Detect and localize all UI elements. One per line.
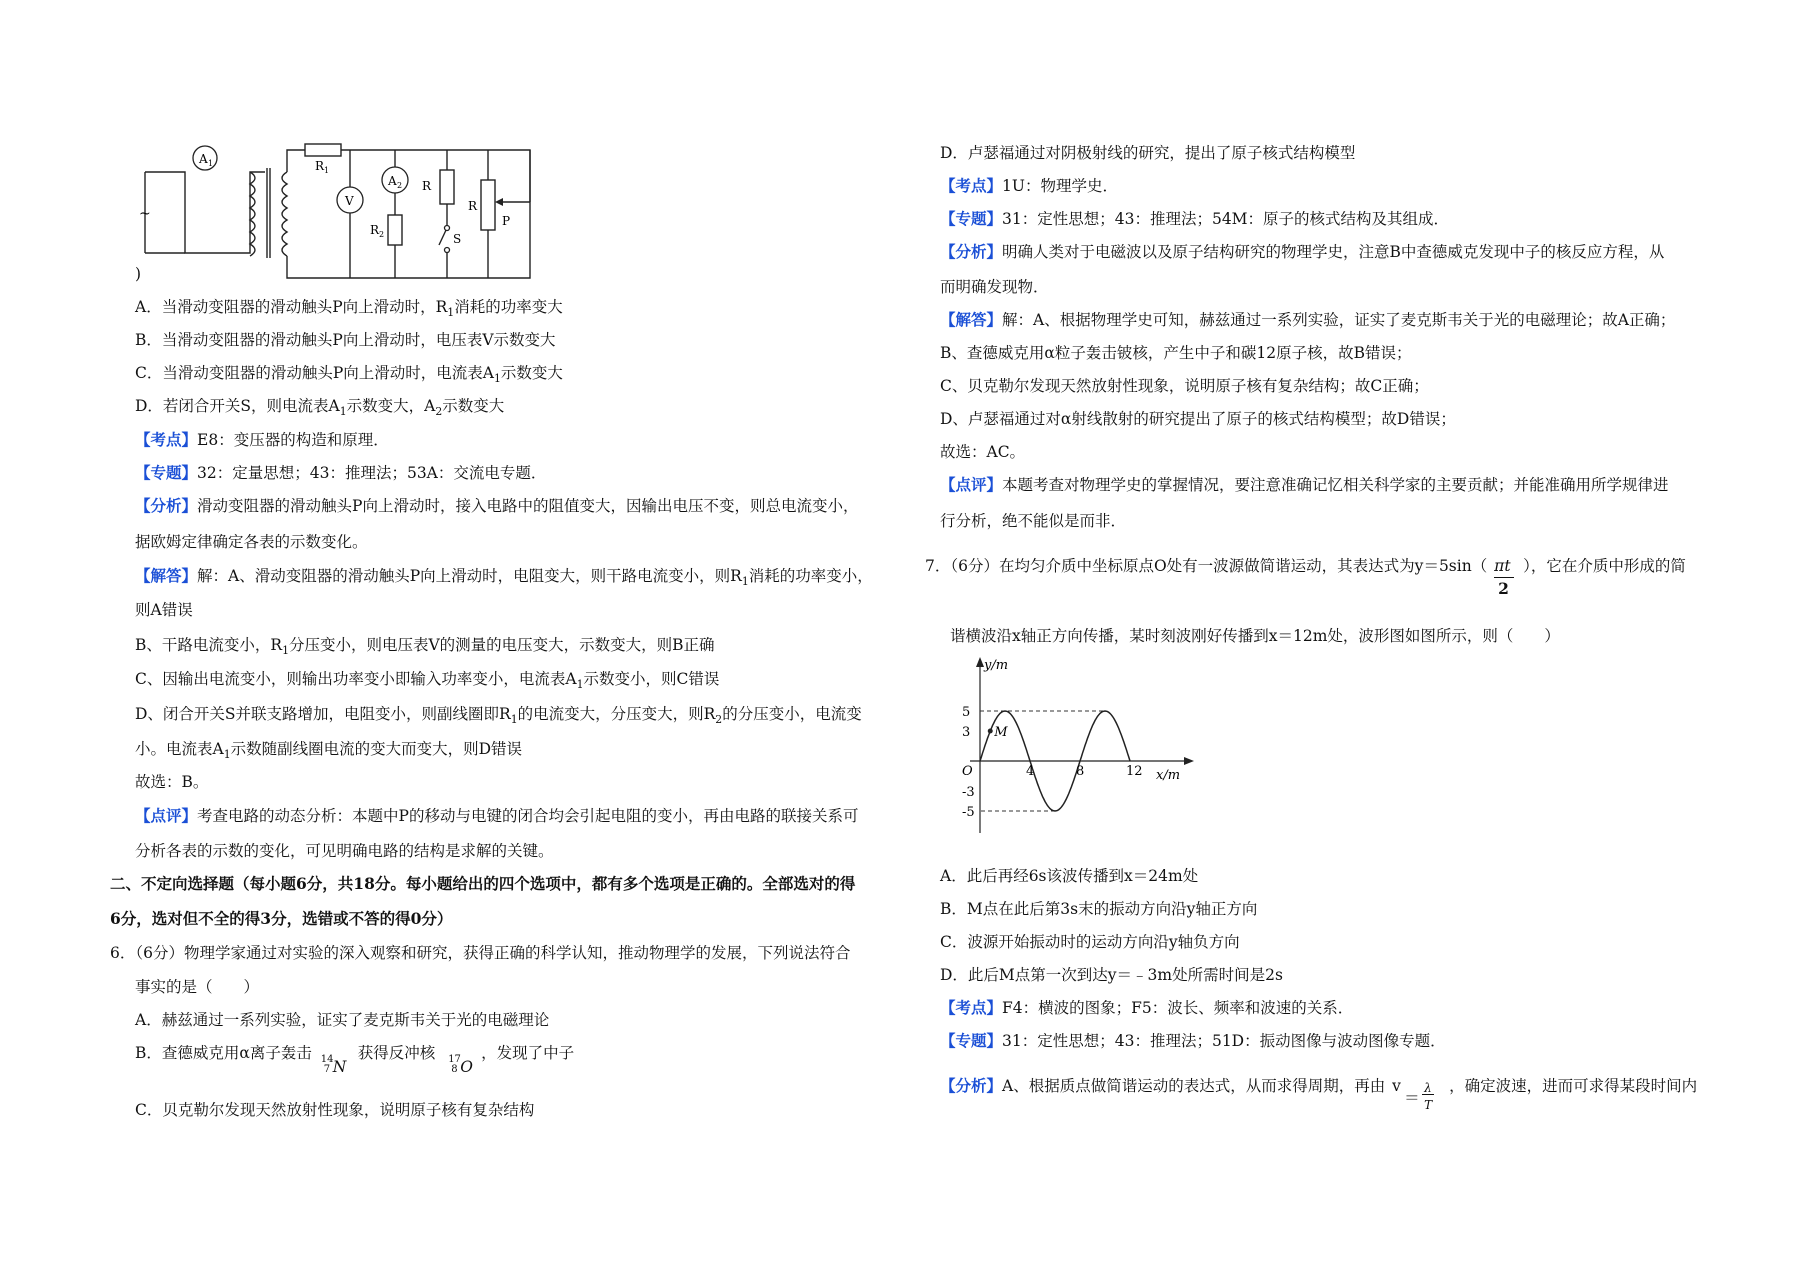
q6-stem-1: 6．（6分）物理学家通过对实验的深入观察和研究，获得正确的科学认知，推动物理学的发展，下列说法符合 [110, 944, 851, 962]
y-axis-arrow [976, 657, 984, 667]
x-axis-label: x/m [1156, 768, 1181, 783]
transformer-circuit-diagram [139, 140, 585, 294]
q5-jieda-2: 则A错误 [135, 601, 193, 619]
y-tick-label: -5 [962, 805, 975, 820]
q5-jieda-4: C、因输出电流变小，则输出功率变小即输入功率变小，电流表$A_1$示数变小，则C错误 [135, 670, 720, 692]
q7-option-c: C．波源开始振动时的运动方向沿y轴负方向 [940, 933, 1240, 951]
x-axis-arrow [1184, 757, 1194, 765]
y-tick-label: 3 [962, 725, 971, 740]
y-axis-label: y/m [984, 658, 1009, 673]
svg-text:1: 1 [324, 166, 330, 175]
q6-option-c: C．贝克勒尔发现天然放射性现象，说明原子核有复杂结构 [135, 1101, 535, 1119]
point-m-label: M [994, 725, 1008, 740]
point-m [988, 729, 993, 734]
q5-jieda-3: B、干路电流变小，$R_1$分压变小，则电压表V的测量的电压变大，示数变大，则B正确 [135, 636, 715, 658]
q6-jieda-1: 【解答】解：A、根据物理学史可知，赫兹通过一系列实验，证实了麦克斯韦关于光的电磁理论；故A正确； [940, 310, 1676, 329]
q7-stem-2: 谐横波沿x轴正方向传播，某时刻波刚好传播到x＝12m处，波形图如图所示，则（ ） [950, 627, 1560, 645]
circuit-label-r: R [422, 179, 432, 193]
q7-fenxi-1: 【分析】A、根据质点做简谐运动的表达式，从而求得周期，再由 v ＝ λ T ，确定波速，进而可求得某段时间内 [940, 1076, 1698, 1112]
svg-text:2: 2 [397, 181, 403, 190]
q6-jieda-4: D、卢瑟福通过对α射线散射的研究提出了原子的核式结构模型；故D错误； [940, 410, 1456, 428]
q6-option-d: D．卢瑟福通过对阴极射线的研究，提出了原子核式结构模型 [940, 144, 1356, 162]
circuit-label-p: P [502, 214, 511, 228]
y-tick-label: -3 [962, 785, 975, 800]
circuit-label-a2: A [388, 174, 397, 188]
q6-fenxi-1: 【分析】明确人类对于电磁波以及原子结构研究的物理学史，注意B中查德威克发现中子的核反应方程，从 [940, 242, 1665, 261]
q6-stem-2: 事实的是（ ） [135, 978, 260, 996]
q5-option-a: A．当滑动变阻器的滑动触头P向上滑动时，$R_1$消耗的功率变大 [135, 298, 563, 320]
x-tick-label: 8 [1076, 764, 1085, 779]
q5-zhuanti: 【专题】32：定量思想；43：推理法；53A：交流电专题． [135, 463, 547, 482]
circuit-label-r1: R [315, 159, 325, 173]
q7-option-d: D．此后M点第一次到达y＝﹣3m处所需时间是2s [940, 966, 1283, 984]
q6-fenxi-2: 而明确发现物． [940, 278, 1049, 296]
section-2-heading-1: 二、不定向选择题（每小题6分，共18分。每小题给出的四个选项中，都有多个选项是正确的。全部选对的得 [110, 874, 856, 893]
svg-text:2: 2 [379, 230, 385, 239]
q6-option-a: A．赫兹通过一系列实验，证实了麦克斯韦关于光的电磁理论 [135, 1011, 550, 1029]
svg-text:~: ~ [139, 206, 151, 222]
paren-close: ) [135, 265, 142, 283]
nuclide-n14: 14 7 N [320, 1054, 347, 1076]
q6-jieda-2: B、查德威克用α粒子轰击铍核，产生中子和碳12原子核，故B错误； [940, 344, 1412, 362]
circuit-label-a1: A [199, 152, 208, 166]
section-2-heading-2: 6分，选对但不全的得3分，选错或不答的得0分） [110, 909, 453, 928]
circuit-svg [139, 140, 585, 290]
q6-dianping-2: 行分析，绝不能似是而非． [940, 512, 1127, 530]
circuit-label-rp: R [468, 199, 478, 213]
q5-jieda-6: 小。电流表$A_1$示数随副线圈电流的变大而变大，则D错误 [135, 740, 523, 762]
circuit-label-r2: R [370, 223, 380, 237]
wave-graph [960, 655, 1200, 839]
q7-zhuanti: 【专题】31：定性思想；43：推理法；51D：振动图像与波动图像专题． [940, 1031, 1446, 1050]
q6-kaodian: 【考点】1U：物理学史． [940, 176, 1118, 195]
q5-kaodian: 【考点】E8：变压器的构造和原理． [135, 430, 389, 449]
fraction-pi-t-over-2: $\frac{\pi t}{2}$ [1492, 556, 1518, 576]
circuit-label-s: S [453, 232, 462, 246]
q7-kaodian: 【考点】F4：横波的图象；F5：波长、频率和波速的关系． [940, 998, 1354, 1017]
q5-option-c: C．当滑动变阻器的滑动触头P向上滑动时，电流表$A_1$示数变大 [135, 364, 563, 386]
x-tick-label: 4 [1026, 764, 1035, 779]
q5-option-d: D．若闭合开关S，则电流表$A_1$示数变大，$A_2$示数变大 [135, 397, 505, 419]
q7-option-a: A．此后再经6s该波传播到x＝24m处 [940, 867, 1199, 885]
q5-fenxi-2: 据欧姆定律确定各表的示数变化。 [135, 533, 368, 551]
wave-graph-svg [960, 655, 1200, 835]
q5-guxuan: 故选：B。 [135, 773, 209, 791]
q7-option-b: B．M点在此后第3s末的振动方向沿y轴正方向 [940, 900, 1258, 918]
circuit-label-v: V [345, 194, 354, 208]
svg-text:1: 1 [208, 159, 214, 168]
q5-dianping-2: 分析各表的示数的变化，可见明确电路的结构是求解的关键。 [135, 842, 554, 860]
q6-zhuanti: 【专题】31：定性思想；43：推理法；54M：原子的核式结构及其组成． [940, 209, 1450, 228]
x-tick-label: 12 [1126, 764, 1143, 779]
q6-dianping-1: 【点评】本题考查对物理学史的掌握情况，要注意准确记忆相关科学家的主要贡献；并能准确用所学规律进 [940, 475, 1669, 494]
origin-label: O [962, 764, 973, 779]
q5-fenxi-1: 【分析】滑动变阻器的滑动触头P向上滑动时，接入电路中的阻值变大，因输出电压不变，则总电流变小， [135, 496, 859, 515]
q6-guxuan: 故选：AC。 [940, 443, 1026, 461]
q6-jieda-3: C、贝克勒尔发现天然放射性现象，说明原子核有复杂结构；故C正确； [940, 377, 1429, 395]
q5-dianping-1: 【点评】考查电路的动态分析：本题中P的移动与电键的闭合均会引起电阻的变小，再由电路的联接关系可 [135, 806, 859, 825]
nuclide-o17: 17 8 O [448, 1054, 473, 1076]
q7-stem-1: 7．（6分）在均匀介质中坐标原点O处有一波源做简谐运动，其表达式为y＝5sin（ $\frac{\pi t}{2}$ ），它在介质中形成的简 [925, 557, 1686, 598]
y-tick-label: 5 [962, 705, 971, 720]
q5-option-b: B．当滑动变阻器的滑动触头P向上滑动时，电压表V示数变大 [135, 331, 556, 349]
q6-option-b: B．查德威克用α离子轰击 14 7 N 获得反冲核 17 8 O ，发现了中子 [135, 1044, 575, 1076]
q5-jieda-1: 【解答】解：A、滑动变阻器的滑动触头P向上滑动时，电阻变大，则干路电流变小，则$R_1$消耗的功率变小， [135, 566, 873, 589]
formula-v-lambda-over-t: v ＝ λ T [1392, 1077, 1433, 1112]
q5-jieda-5: D、闭合开关S并联支路增加，电阻变小，则副线圈即$R_1$的电流变大，分压变大，则$R_2$的分压变小，电流变 [135, 705, 862, 727]
